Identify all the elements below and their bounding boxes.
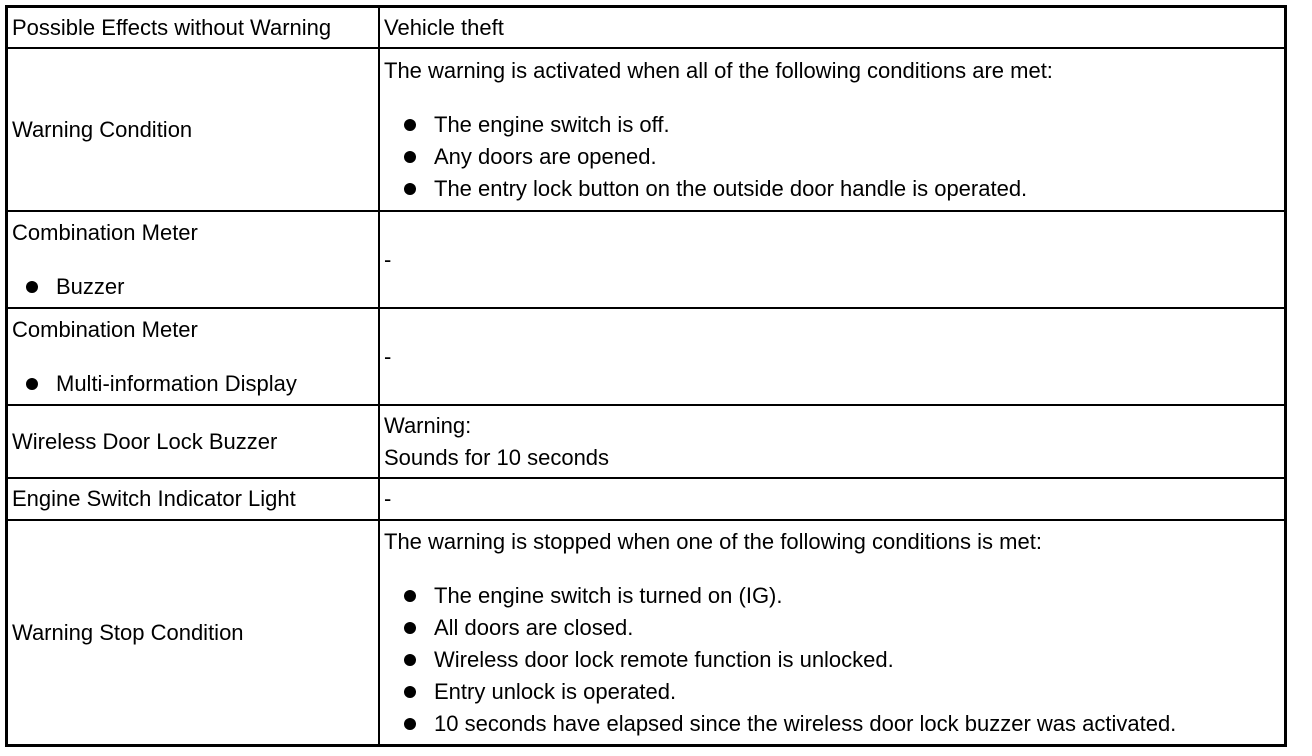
bullet-icon — [404, 654, 416, 666]
value-line: Warning: — [384, 412, 472, 438]
bullet-icon — [26, 378, 38, 390]
row-value — [379, 405, 1284, 478]
list-item — [404, 109, 1278, 141]
list-item — [404, 141, 1278, 173]
list-item — [404, 676, 1278, 708]
row-value: Vehicle theft — [379, 8, 1284, 48]
table-row-wireless-door-lock-buzzer — [8, 405, 1284, 478]
row-value: - — [379, 478, 1284, 520]
row-label: Warning Condition — [8, 48, 379, 211]
sub-item-list — [12, 271, 372, 303]
table-row-warning-condition — [8, 48, 1284, 211]
bullet-icon — [404, 718, 416, 730]
row-value: - — [379, 211, 1284, 308]
row-label: Engine Switch Indicator Light — [8, 478, 379, 520]
bullet-icon — [404, 622, 416, 634]
row-label-text: Combination Meter — [12, 316, 198, 342]
row-value — [379, 48, 1284, 211]
value-line: Sounds for 10 seconds — [384, 444, 610, 470]
row-label-text: Combination Meter — [12, 219, 198, 245]
list-item-text: The engine switch is off. — [434, 111, 670, 137]
list-item-text: Buzzer — [56, 273, 125, 299]
list-item-text: Multi-information Display — [56, 370, 297, 396]
list-item-text: Entry unlock is operated. — [434, 678, 677, 704]
list-item — [404, 580, 1278, 612]
row-value — [379, 520, 1284, 744]
table-row-warning-stop-condition — [8, 520, 1284, 744]
row-value: - — [379, 308, 1284, 405]
condition-list — [384, 580, 1278, 740]
table-row-engine-switch-indicator — [8, 478, 1284, 520]
bullet-icon — [404, 183, 416, 195]
bullet-icon — [404, 590, 416, 602]
bullet-icon — [26, 281, 38, 293]
list-item — [404, 644, 1278, 676]
list-item — [26, 368, 372, 400]
bullet-icon — [404, 119, 416, 131]
warning-spec-table — [5, 5, 1287, 747]
row-label — [8, 211, 379, 308]
bullet-icon — [404, 686, 416, 698]
bullet-icon — [404, 151, 416, 163]
list-item-text: Wireless door lock remote function is unlocked. — [434, 646, 894, 672]
list-item-text: 10 seconds have elapsed since the wireless door lock buzzer was activated. — [434, 710, 1177, 736]
list-item — [404, 612, 1278, 644]
list-item — [404, 708, 1278, 740]
list-item-text: All doors are closed. — [434, 614, 634, 640]
row-label — [8, 308, 379, 405]
list-item — [404, 173, 1278, 205]
row-label: Possible Effects without Warning — [8, 8, 379, 48]
table-row-combination-meter-display — [8, 308, 1284, 405]
sub-item-list — [12, 368, 372, 400]
list-item — [26, 271, 372, 303]
condition-intro: The warning is stopped when one of the following conditions is met: — [384, 528, 1042, 554]
list-item-text: Any doors are opened. — [434, 143, 657, 169]
spec-table — [8, 8, 1284, 744]
row-label: Warning Stop Condition — [8, 520, 379, 744]
row-label: Wireless Door Lock Buzzer — [8, 405, 379, 478]
table-row-possible-effects — [8, 8, 1284, 48]
condition-list — [384, 109, 1278, 205]
table-row-combination-meter-buzzer — [8, 211, 1284, 308]
list-item-text: The entry lock button on the outside door handle is operated. — [434, 175, 1028, 201]
condition-intro: The warning is activated when all of the following conditions are met: — [384, 57, 1053, 83]
list-item-text: The engine switch is turned on (IG). — [434, 582, 783, 608]
